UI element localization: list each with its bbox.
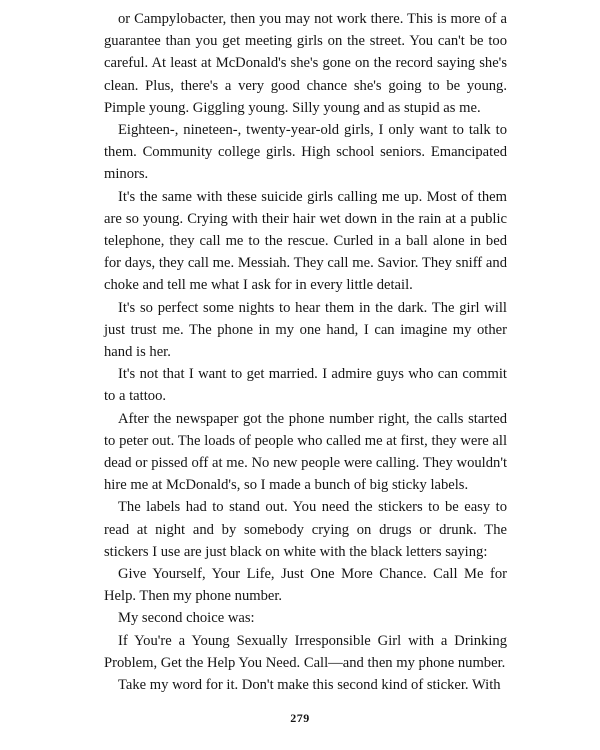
paragraph-1: or Campylobacter, then you may not work there. This is more of a guarantee than you get meeting girls on the street. You can't be too careful. At least at McDonald's she's gone on the record saying she's clean. Plus, there's a very good chance she's going to be young. Pimple young. Giggling young. Silly young and as stupid as me. [104,11,507,116]
paragraph-6: After the newspaper got the phone number right, the calls started to peter out. The loads of people who called me at first, they were all dead or pissed off at me. No new people were calling. They wouldn't hire me at McDonald's, so I made a bunch of big sticky labels. [104,410,507,494]
paragraph-8: Give Yourself, Your Life, Just One More Chance. Call Me for Help. Then my phone number. [104,566,507,605]
paragraph-5: It's not that I want to get married. I admire guys who can commit to a tattoo. [104,366,507,405]
paragraph-9: My second choice was: [118,610,255,627]
page-number: 279 [290,711,310,725]
paragraph-4: It's so perfect some nights to hear them in the dark. The girl will just trust me. The phone in my one hand, I can imagine my other hand is her. [104,299,507,361]
paragraph-7: The labels had to stand out. You need the stickers to be easy to read at night and by somebody crying on drugs or drunk. The stickers I use are just black on white with the black letters saying: [104,499,507,560]
paragraph-3: It's the same with these suicide girls calling me up. Most of them are so young. Crying with their hair wet down in the rain at a public telephone, they call me to the rescue. Curled in a ball alone in bed for days, they call me. Messiah. They call me. Savior. They sniff and choke and tell me what I ask for in every little detail. [104,188,507,294]
paragraph-10: If You're a Young Sexually Irresponsible Girl with a Drinking Problem, Get the Help You Need. Call—and then my phone number. [104,632,507,671]
paragraph-11: Take my word for it. Don't make this second kind of sticker. With [118,677,501,694]
paragraph-2: Eighteen-, nineteen-, twenty-year-old girls, I only want to talk to them. Community college girls. High school seniors. Emancipated minors. [104,122,507,183]
book-page-text [104,8,507,696]
